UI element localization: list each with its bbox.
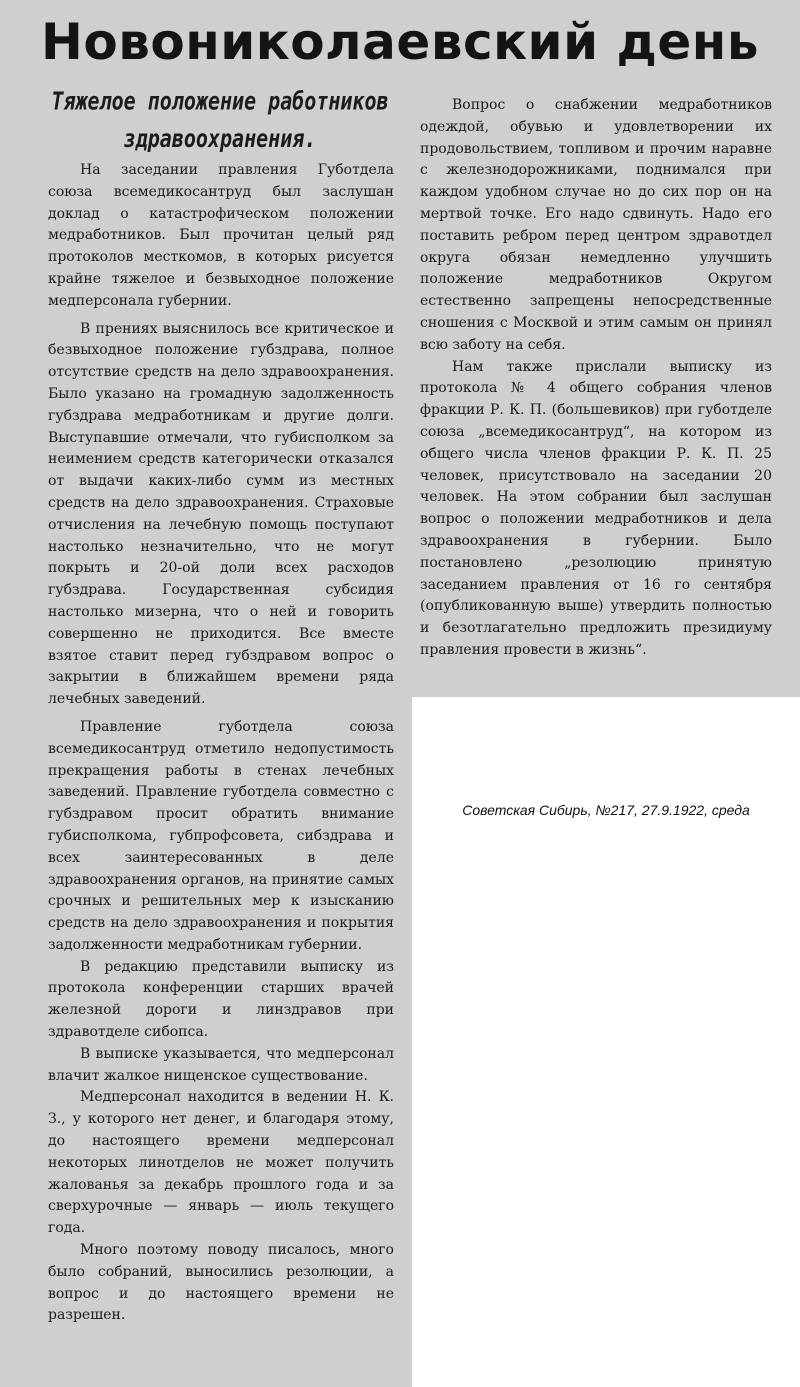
newspaper-headline: Новониколаевский день [41,13,759,71]
paragraph: Нам также прислали выписку из протокола № 4 общего собрания членов фракции Р. К. П. (большевиков) при губотделе союза „всемедикосантруд“, на котором из общего числа членов фракции Р. К. П. 25 человек, присутствовало на заседании 20 человек. На этом собрании был заслушан вопрос о положении медработников и дела здравоохранения в губернии. Было постановлено „резолюцию принятую заседанием правления от 16 го сентября (опубликованную выше) утвердить полностью и безотлагательно предложить президиуму правления провести в жизнь“. [420,358,772,658]
article-right-column [420,95,772,662]
paragraph: На заседании правления Губотдела союза всемедикосантруд был заслушан доклад о катастрофическом положении медработников. Был прочитан целый ряд протоколов месткомов, в которых рисуется крайне тяжелое и безвыходное положение медперсонала губернии. [48,162,394,309]
paragraph: Правление губотдела союза всемедикосантруд отметило недопустимость прекращения работы в стенах лечебных заведений. Правление губотдела совместно с губздравом просит обратить внимание губисполкома, губпрофсовета, сибздрава и всех заинтересованных в деле здравоохранения органов, на принятие самых срочных и решительных мер к изысканию средств на дело здравоохранения и покрытия задолженности медработникам губернии. [48,718,394,953]
paragraph: В редакцию представили выписку из протокола конференции старших врачей железной дороги и линздравов при здравотделе сибопса. [48,958,394,1041]
paragraph: Медперсонал находится в ведении Н. К. З., у которого нет денег, и благодаря этому, до настоящего времени медперсонал некоторых линотделов не может получить жалованья за декабрь прошлого года и за сверхурочные — январь — июль текущего года. [48,1089,394,1237]
article-title: Тяжелое положение работников здравоохранения. [51,85,389,154]
paragraph: В прениях выяснилось все критическое и безвыходное положение губздрава, полное отсутствие средств на дело здравоохранения. Было указано на громадную задолженность губздрава медработникам и другие долги. Выступавшие отмечали, что губисполком за неимением средств категорически отказался от выдачи каких-либо сумм из местных средств на дело здравоохранения. Страховые отчисления на лечебную помощь поступают настолько незначительно, что не могут покрыть и 20-ой доли всех расходов губздрава. Государственная субсидия настолько мизерна, что о ней и говорить совершенно не приходится. Все вместе взятое ставит перед губздравом вопрос о закрытии в ближайшем времени ряда лечебных заведений. [48,320,394,708]
source-caption: Советская Сибирь, №217, 27.9.1922, среда [462,802,750,818]
paragraph: Много поэтому поводу писалось, много было собраний, выносились резолюции, а вопрос и до настоящего времени не разрешен. [48,1242,394,1324]
paragraph: В выписке указывается, что медперсонал влачит жалкое нищенское существование. [48,1045,394,1084]
paragraph: Вопрос о снабжении медработников одеждой, обувью и удовлетворении их продовольствием, топливом и прочим наравне с железнодорожниками, поднимался при каждом удобном случае но до сих пор он на мертвой точке. Его надо сдвинуть. Надо его поставить ребром перед центром здравотдел округа обязан немедленно улучшить положение медработников Округом естественно запрещены непосредственные сношения с Москвой и этим самым он принял всю заботу на себя. [420,97,772,353]
article-left-column [48,160,394,1327]
